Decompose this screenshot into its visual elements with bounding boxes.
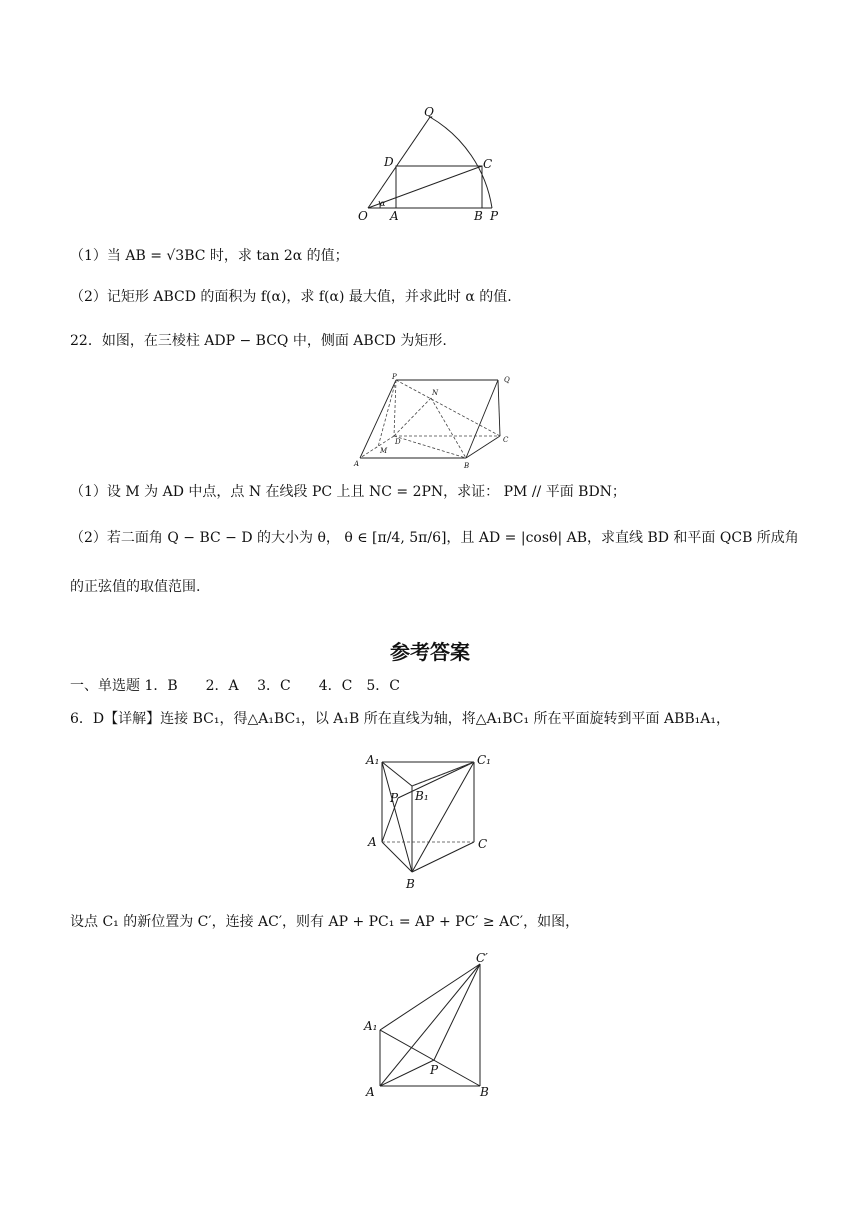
label-D: D (395, 438, 401, 446)
p22-part2: （2）若二面角 Q − BC − D 的大小为 θ， θ ∈ [π/4, 5π/6]，且 AD = |cosθ| AB，求直线 BD 和平面 QCB 所成角 (70, 530, 799, 546)
unfolded-diagram (360, 948, 510, 1103)
label-M: M (380, 447, 388, 455)
prism-abc-diagram (360, 748, 500, 893)
label-A1: A₁ (366, 753, 380, 767)
label-A: A (390, 209, 399, 223)
p22-stem: 22．如图，在三棱柱 ADP − BCQ 中，侧面 ABCD 为矩形. (70, 333, 447, 349)
label-Q: Q (504, 376, 510, 384)
label-P: P (490, 209, 499, 223)
label-A: A (366, 1085, 375, 1099)
rectangle-ABCD (396, 166, 482, 208)
label-B: B (464, 462, 470, 470)
line-OQ (368, 117, 430, 208)
figure-unfolded (360, 948, 510, 1103)
p21-part2: （2）记矩形 ABCD 的面积为 f(α)，求 f(α) 最大值，并求此时 α 的值. (70, 289, 512, 305)
label-B1: B₁ (415, 789, 429, 803)
label-Cprime: C′ (476, 951, 488, 965)
single-choice-answers: 一、单选题 1．B 2．A 3．C 4．C 5．C (70, 678, 400, 694)
q6-solution-text: 6．D【详解】连接 BC₁，得△A₁BC₁，以 A₁B 所在直线为轴，将△A₁BC₁ 所在平面旋转到平面 ABB₁A₁， (70, 711, 731, 727)
label-P: P (392, 373, 397, 381)
label-P: P (390, 791, 399, 805)
label-C: C (503, 436, 509, 444)
p21-part1: （1）当 AB = √3BC 时，求 tan 2α 的值； (70, 248, 349, 264)
label-C1: C₁ (477, 753, 491, 767)
label-A: A (368, 835, 377, 849)
label-A: A (354, 460, 360, 468)
label-C: C (478, 837, 488, 851)
figure-prism (348, 370, 518, 475)
label-P: P (430, 1063, 439, 1077)
p22-part2-cont: 的正弦值的取值范围. (70, 579, 201, 595)
label-B: B (406, 877, 415, 891)
sector-diagram (350, 100, 510, 225)
label-N: N (432, 389, 439, 397)
answer-heading: 参考答案 (390, 640, 470, 664)
label-B: B (474, 209, 483, 223)
label-Q: Q (424, 105, 434, 119)
p22-part1: （1）设 M 为 AD 中点，点 N 在线段 PC 上且 NC = 2PN，求证： PM // 平面 BDN； (70, 484, 626, 500)
label-B: B (480, 1085, 489, 1099)
prism-diagram (348, 370, 518, 475)
label-C: C (483, 157, 493, 171)
q6-solution-text2: 设点 C₁ 的新位置为 C′，连接 AC′，则有 AP + PC₁ = AP + PC′ ≥ AC′，如图， (70, 914, 580, 930)
label-O: O (358, 209, 368, 223)
label-A1: A₁ (364, 1019, 378, 1033)
label-alpha: α (380, 199, 386, 208)
figure-prism-abc (360, 748, 500, 893)
figure-sector-rectangle (350, 100, 510, 225)
label-D: D (384, 155, 394, 169)
